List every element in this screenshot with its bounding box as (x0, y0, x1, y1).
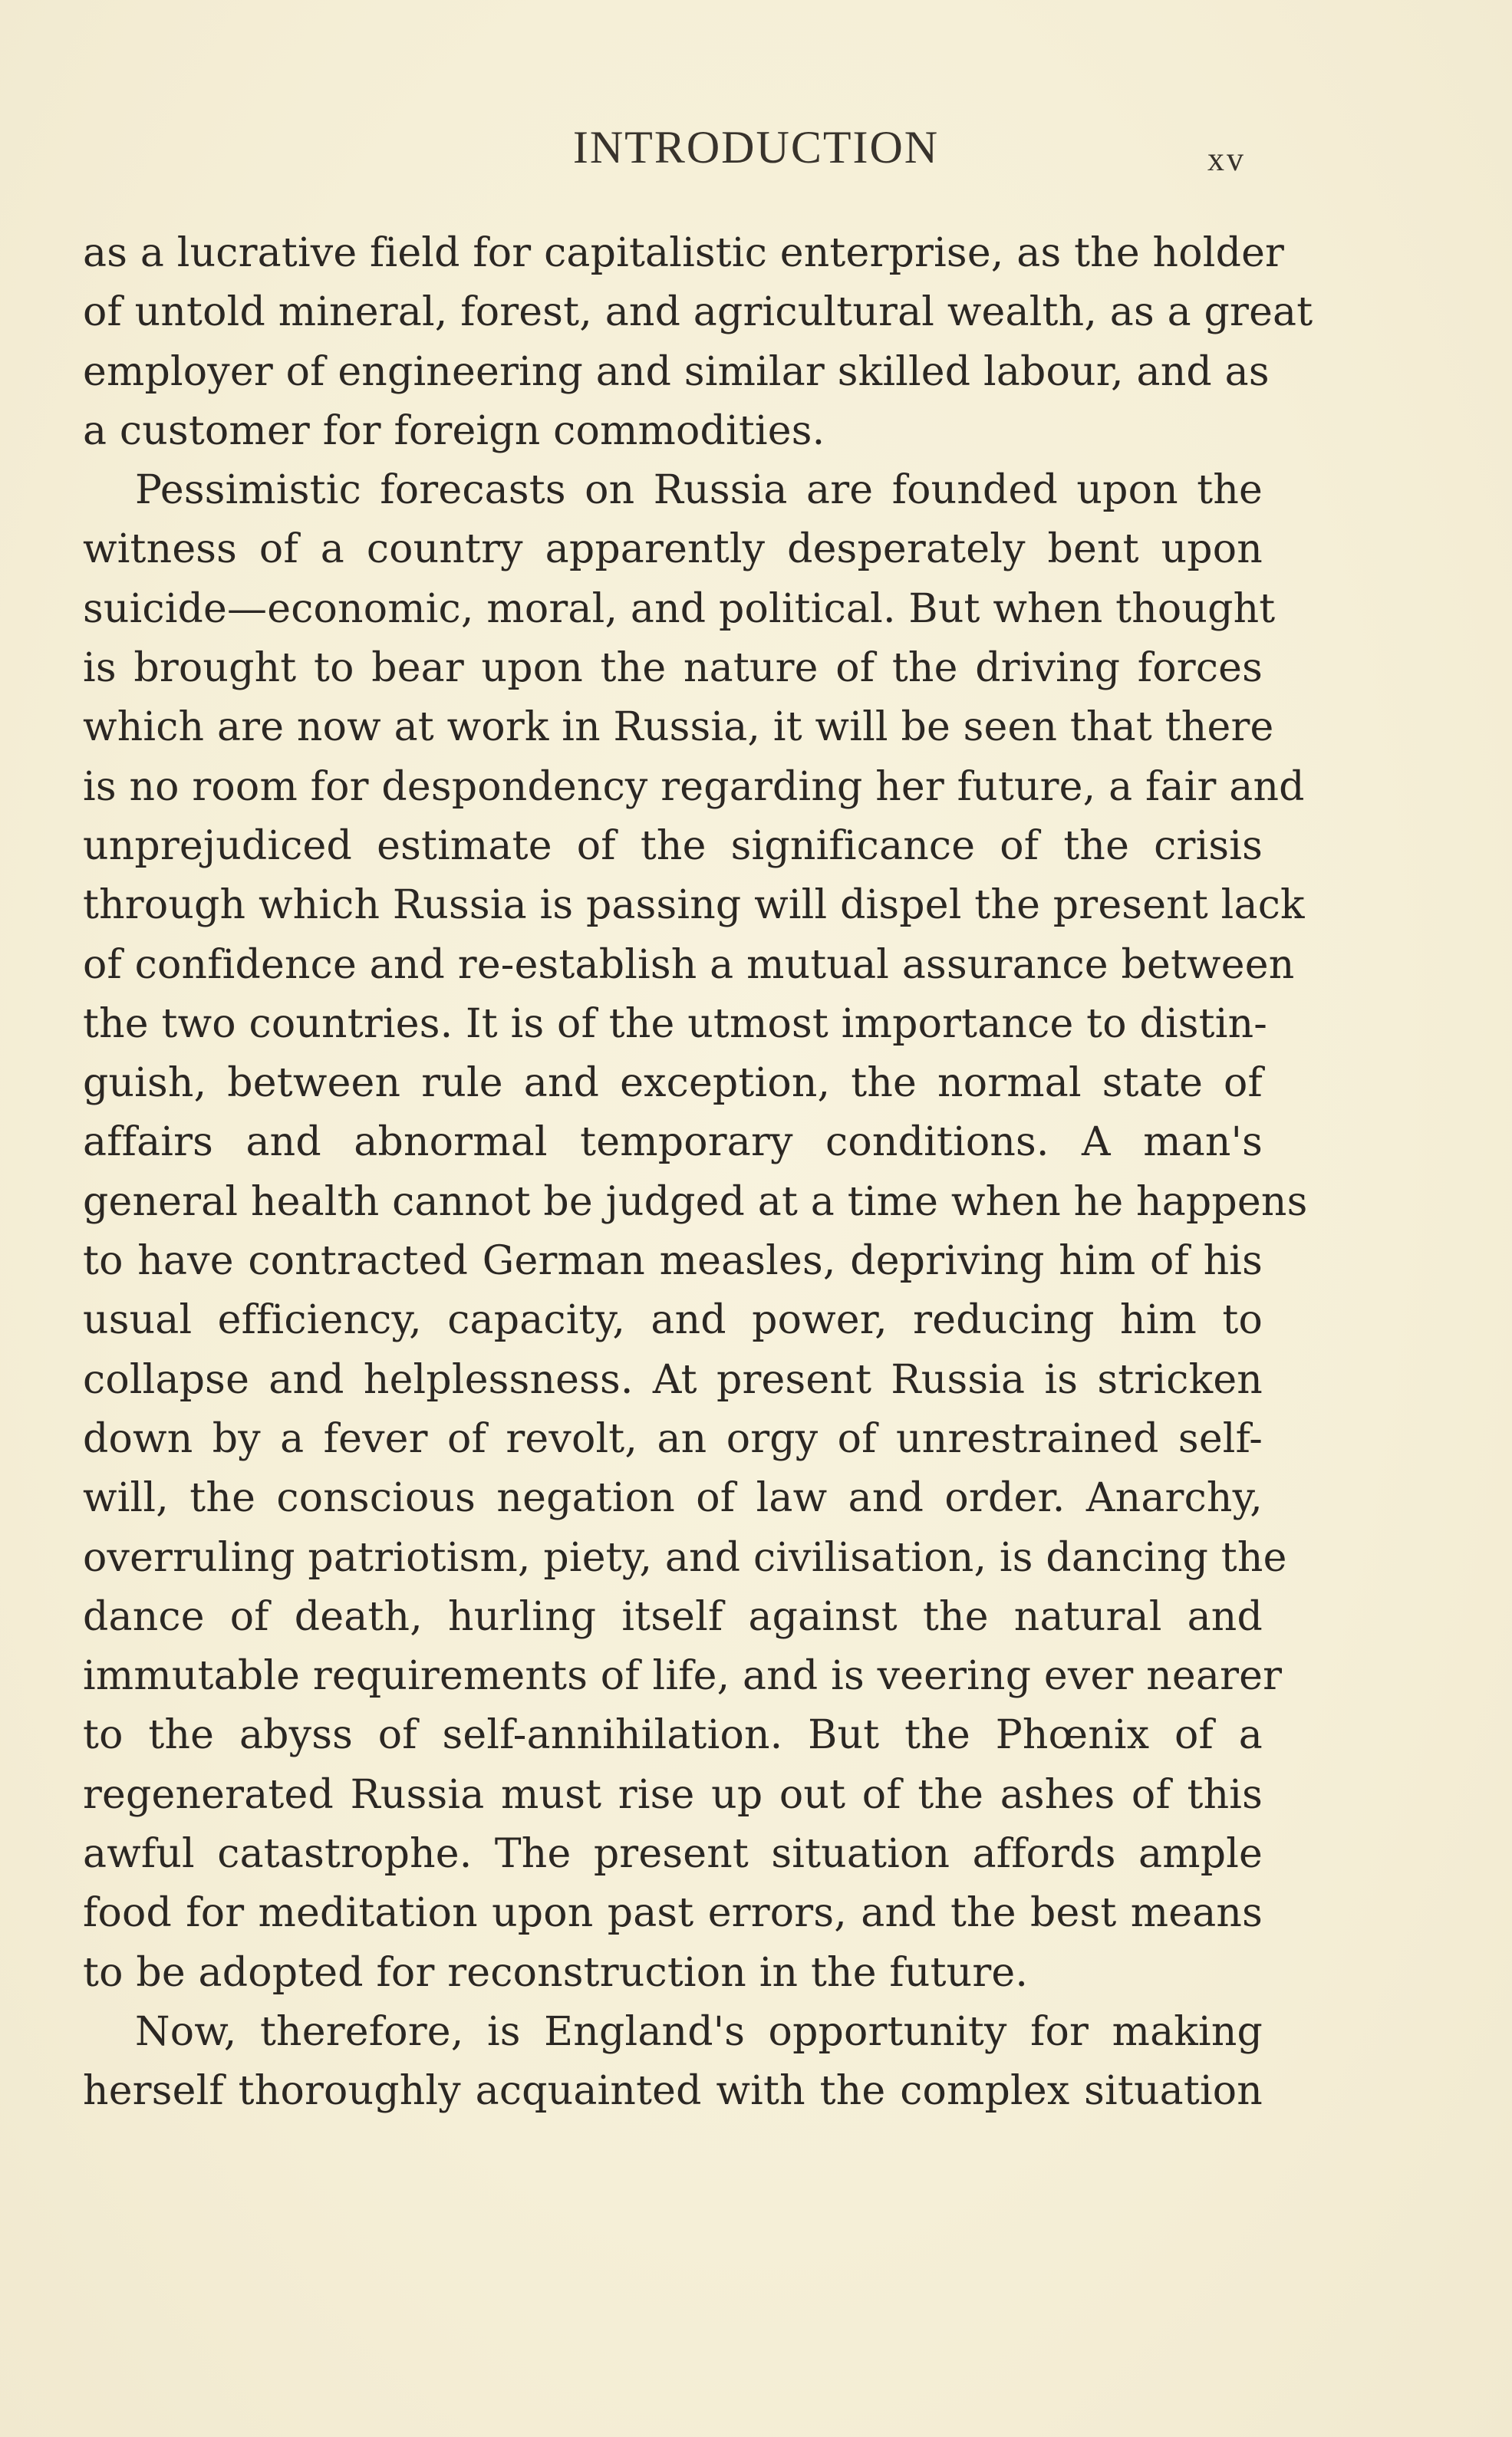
page-header (0, 121, 1512, 183)
text-line: witness of a country apparently desperately bent upon (83, 526, 1263, 573)
text-line: awful catastrophe. The present situation affords ample (83, 1831, 1263, 1878)
text-line: employer of engineering and similar skilled labour, and as (83, 348, 1270, 395)
text-line: herself thoroughly acquainted with the complex situation (83, 2068, 1263, 2115)
text-line: to have contracted German measles, depriving him of his (83, 1238, 1263, 1285)
paragraph (83, 461, 1308, 2003)
paragraph (83, 2003, 1263, 2122)
text-line: immutable requirements of life, and is veering ever nearer (83, 1653, 1283, 1700)
text-line: to the abyss of self-annihilation. But the Phœnix of a (83, 1712, 1263, 1759)
paragraph (83, 224, 1313, 461)
running-title: INTRODUCTION (572, 122, 940, 173)
text-line: dance of death, hurling itself against the natural and (83, 1593, 1263, 1640)
text-line: of untold mineral, forest, and agricultural wealth, as a great (83, 289, 1313, 336)
text-line: guish, between rule and exception, the normal state of (83, 1060, 1263, 1107)
text-line: down by a fever of revolt, an orgy of unrestrained self- (83, 1415, 1263, 1462)
text-line: of confidence and re-establish a mutual assurance between (83, 941, 1295, 988)
text-line: through which Russia is passing will dispel the present lack (83, 882, 1305, 929)
text-line: suicide—economic, moral, and political. But when thought (83, 585, 1276, 632)
text-line: affairs and abnormal temporary conditions. A man's (83, 1119, 1263, 1166)
body-text (83, 224, 1313, 2122)
text-line: food for meditation upon past errors, and the best means (83, 1890, 1263, 1937)
text-line: is no room for despondency regarding her future, a fair and (83, 763, 1305, 810)
text-line: collapse and helplessness. At present Russia is stricken (83, 1356, 1263, 1403)
text-line: the two countries. It is of the utmost importance to distin- (83, 1000, 1268, 1047)
text-line: Pessimistic forecasts on Russia are founded upon the (135, 467, 1263, 514)
page-number: xv (1207, 140, 1246, 178)
text-line: will, the conscious negation of law and order. Anarchy, (83, 1475, 1263, 1522)
text-line: Now, therefore, is England's opportunity for making (135, 2008, 1263, 2055)
text-line: overruling patriotism, piety, and civilisation, is dancing the (83, 1534, 1287, 1581)
text-line: regenerated Russia must rise up out of the ashes of this (83, 1771, 1263, 1818)
text-line: which are now at work in Russia, it will be seen that there (83, 704, 1274, 751)
text-line: unprejudiced estimate of the significance of the crisis (83, 822, 1263, 869)
text-line: is brought to bear upon the nature of the driving forces (83, 645, 1263, 692)
text-line: usual efficiency, capacity, and power, reducing him to (83, 1297, 1263, 1344)
text-line: general health cannot be judged at a time when he happens (83, 1178, 1308, 1225)
text-line: to be adopted for reconstruction in the future. (83, 1949, 1029, 1996)
text-line: a customer for foreign commodities. (83, 407, 825, 454)
text-line: as a lucrative field for capitalistic enterprise, as the holder (83, 230, 1285, 276)
